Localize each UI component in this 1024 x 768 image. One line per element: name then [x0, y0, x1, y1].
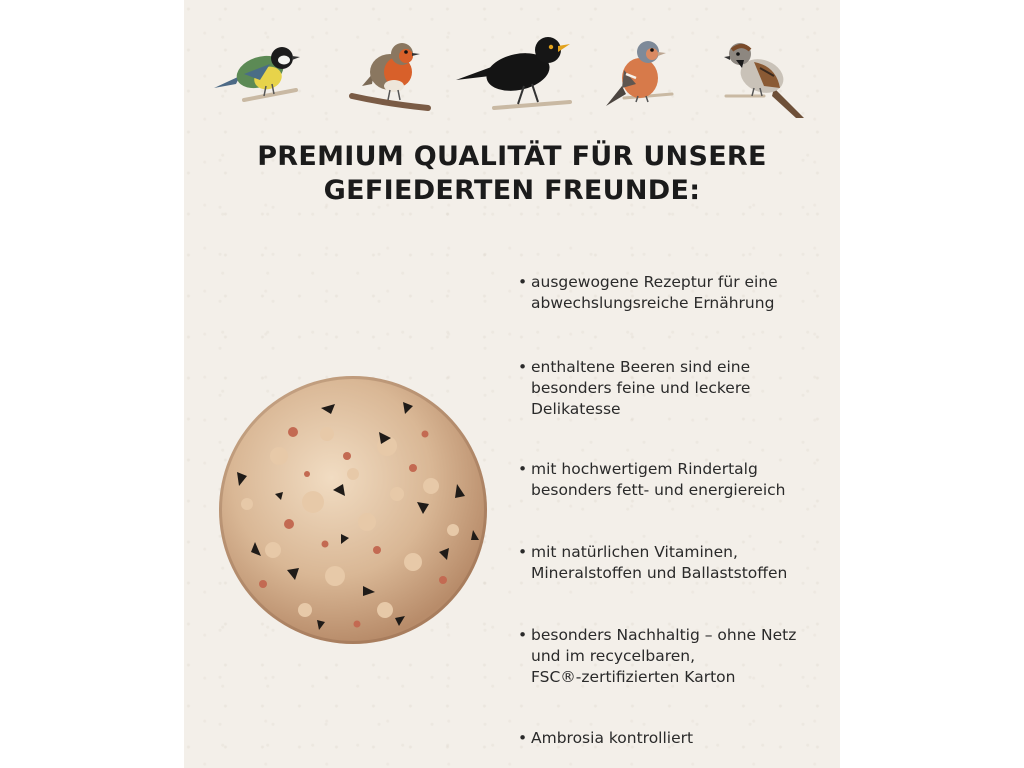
feature-item: • Ambrosia kontrolliert	[518, 728, 693, 749]
fat-ball-image	[217, 374, 489, 646]
product-info-panel	[184, 0, 840, 768]
feature-item: • mit hochwertigem Rindertalg besonders fett- und energiereich	[518, 459, 786, 501]
sparrow-icon	[724, 36, 808, 120]
great-tit-icon	[210, 36, 302, 108]
feature-item: • enthaltene Beeren sind eine besonders feine und leckere Delikatesse	[518, 357, 750, 420]
feature-item: • mit natürlichen Vitaminen, Mineralstoffen und Ballaststoffen	[518, 542, 787, 584]
blackbird-icon	[454, 22, 572, 116]
headline-line-2: GEFIEDERTEN FREUNDE:	[323, 175, 701, 206]
feature-item: • besonders Nachhaltig – ohne Netz und im recycelbaren, FSC®-zertifizierten Karton	[518, 625, 796, 688]
chaffinch-icon	[602, 34, 674, 120]
robin-icon	[348, 34, 432, 114]
feature-item: • ausgewogene Rezeptur für eine abwechslungsreiche Ernährung	[518, 272, 778, 314]
headline-line-1: PREMIUM QUALITÄT FÜR UNSERE	[257, 141, 767, 172]
page-headline	[184, 140, 840, 208]
bird-illustration-row	[184, 18, 840, 118]
